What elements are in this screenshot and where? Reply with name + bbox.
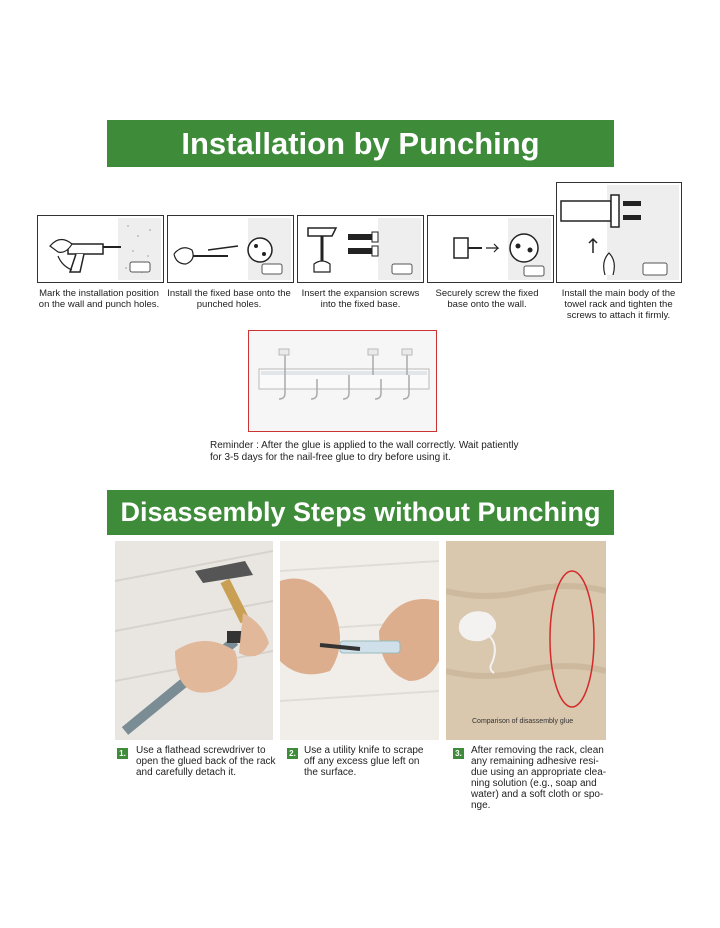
glue-reminder-text: Reminder : After the glue is applied to the wall correctly. Wait patiently for 3-5 days for the nail-free glue to dry before using it.	[210, 440, 519, 463]
step-2-number-badge: 2.	[287, 748, 298, 759]
step-3-number-badge: 3.	[453, 748, 464, 759]
step-5-mount-illustration	[556, 182, 682, 283]
disassembly-title-banner	[107, 490, 614, 535]
step-3-caption: Insert the expansion screws into the fixed base.	[301, 288, 420, 310]
disassembly-step-1-text: Use a flathead screwdriver to open the glued back of the rack and carefully detach it.	[136, 745, 276, 778]
step-1-caption: Mark the installation position on the wall and punch holes.	[38, 288, 160, 310]
step-1-drill-illustration	[37, 215, 164, 283]
step-5-caption: Install the main body of the towel rack and tighten the screws to attach it firmly.	[561, 288, 676, 321]
step-2-caption: Install the fixed base onto the punched holes.	[167, 288, 291, 310]
step-3-hammer-illustration	[297, 215, 424, 283]
disassembly-title: Disassembly Steps without Punching	[120, 497, 601, 527]
installation-title: Installation by Punching	[181, 125, 540, 161]
screwdriver-photo	[115, 541, 273, 740]
glue-comparison-photo	[446, 541, 606, 740]
installation-title-banner	[107, 120, 614, 167]
towel-rack-photo	[248, 330, 437, 432]
step-1-number-badge: 1.	[117, 748, 128, 759]
knife-scrape-photo	[280, 541, 439, 740]
step-4-screw-illustration	[427, 215, 554, 283]
disassembly-step-3-text: After removing the rack, clean any remaining adhesive resi-due using an appropriate clea-ning solution (e.g., soap and water) and a soft cloth or spo-nge.	[471, 745, 607, 811]
glue-comparison-caption: Comparison of disassembly glue	[472, 718, 574, 725]
disassembly-step-2-text: Use a utility knife to scrape off any excess glue left on the surface.	[304, 745, 424, 778]
step-4-caption: Securely screw the fixed base onto the wall.	[435, 288, 539, 310]
step-2-base-illustration	[167, 215, 294, 283]
